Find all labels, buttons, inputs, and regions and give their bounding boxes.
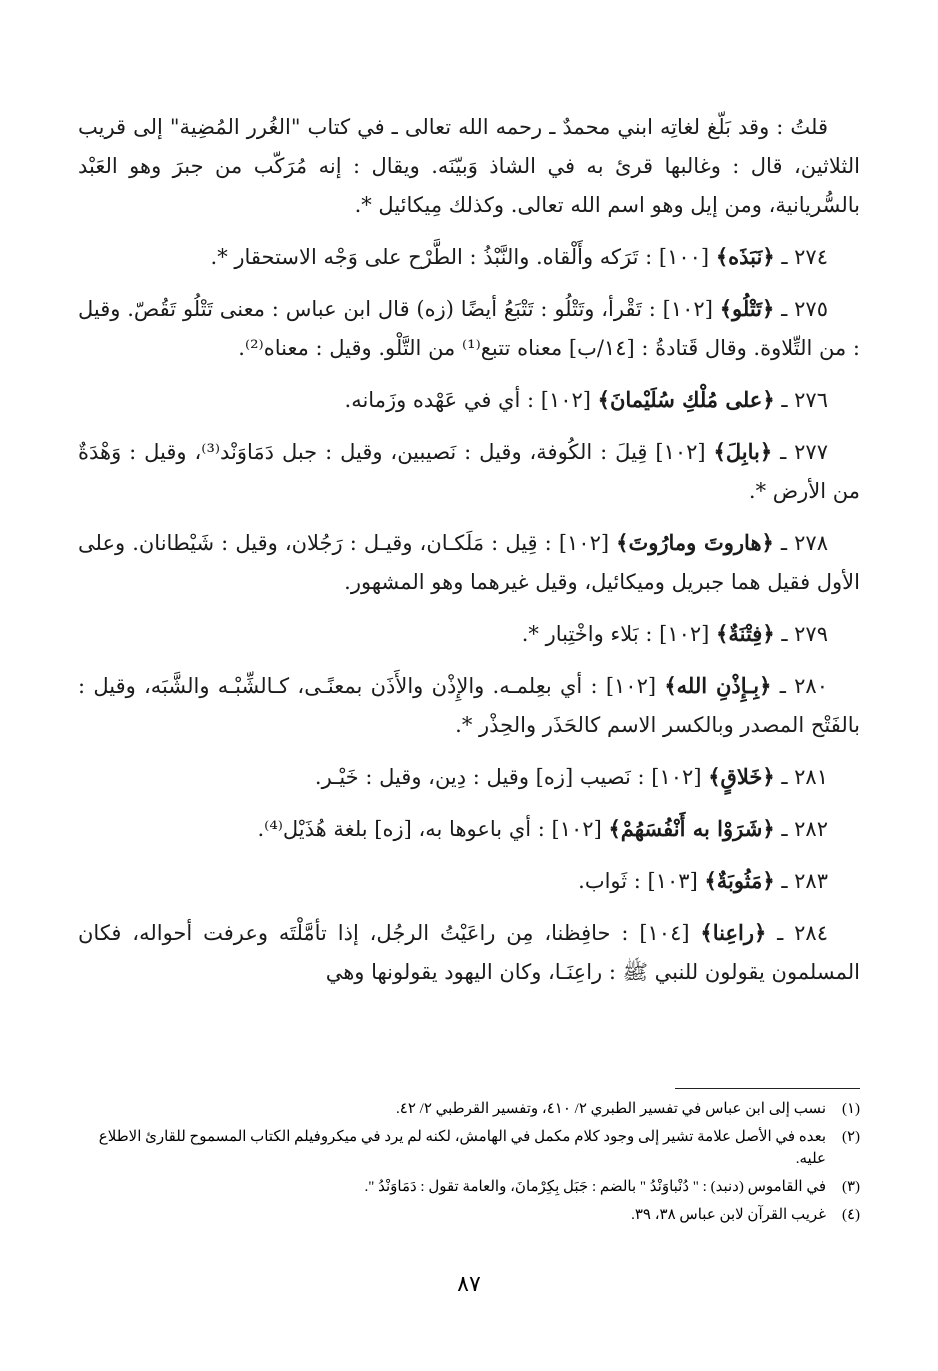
entry-number: ٢٧٤ ـ [781, 245, 828, 269]
entry-text: [١٠٢] : أي بعِلمـه. والإِذْن والأَذَن بمعنًـى، كـالشِّبْـه والشَّبَه، وقيل : بالفَتْح المصدر وبالكسر الاسم كالحَذَر والحِذْر *. [78, 674, 860, 737]
entry-number: ٢٧٧ ـ [780, 440, 828, 464]
footnotes-section [78, 1098, 860, 1232]
entry-text: [١٠٢] : بَلاء واخْتِبار *. [521, 622, 710, 646]
entry-term: ﴿مَثُوبَةٌ﴾ [704, 868, 775, 893]
entry-text: [١٠٢] : تَقْرأ، وتَتْلُو : تَتْبَعُ أيضًا (زه) قال ابن عباس : معنى تَتْلُو تَقُصّ. وقيل : من التِّلاوة. وقال قَتادةُ : [١٤/ب] معناه تتبع⁽¹⁾ من التَّلْو. وقيل : معناه⁽²⁾. [78, 297, 860, 360]
entry-number: ٢٧٥ ـ [781, 297, 828, 321]
entry-term: ﴿خَلاقٍ﴾ [708, 764, 775, 789]
entry-number: ٢٧٨ ـ [780, 531, 828, 555]
entry-number: ٢٨٢ ـ [781, 817, 828, 841]
entry-term: ﴿تَتْلُو﴾ [719, 296, 775, 321]
entry-277 [78, 432, 860, 511]
entry-text: [١٠٣] : ثَواب. [578, 869, 698, 893]
entry-274 [78, 237, 860, 277]
entry-284 [78, 913, 860, 992]
entry-term: ﴿هاروتَ ومارُوتَ﴾ [616, 530, 774, 555]
entry-276 [78, 380, 860, 420]
entry-278 [78, 523, 860, 602]
footnote [78, 1126, 860, 1170]
entry-term: ﴿بِـإِذْنِ الله﴾ [664, 673, 772, 698]
entry-text: [١٠٢] قِيلَ : الكُوفة، وقيل : نَصيبين، وقيل : جبل دَمَاوَنْد⁽³⁾، وقيل : وَهْدَةٌ من الأرض *. [78, 440, 860, 503]
entry-number: ٢٨١ ـ [781, 765, 828, 789]
entry-text: [١٠٢] : قِيل : مَلَكـان، وقيـل : رَجُلان، وقيل : شَيْطانان. وعلى الأول فقيل هما جبريل وميكائيل، وقيل غيرهما وهو المشهور. [78, 531, 860, 594]
footnote-number: (٣) [841, 1179, 860, 1195]
entry-term: ﴿نَبَذَه﴾ [715, 244, 775, 269]
entry-text: [١٠٤] : حافِظنا، مِن راعَيْتُ الرجُل، إذا تأمَّلْتَه وعرفت أحواله، فكان المسلمون يقولون للنبي ﷺ : راعِنَـا، وكان اليهود يقولونها وهي [78, 921, 860, 984]
entry-text: [١٠٢] : نَصيب [زه] وقيل : دِين، وقيل : خَيْـر. [314, 765, 702, 789]
entry-number: ٢٨٤ ـ [777, 921, 828, 945]
footnote-text: بعده في الأصل علامة تشير إلى وجود كلام مكمل في الهامش، لكنه لم يرد في ميكروفيلم الكتاب المسموح للقارئ الاطلاع عليه. [98, 1129, 826, 1167]
entry-text: [١٠٢] : أي في عَهْده وزَمانه. [344, 388, 591, 412]
entry-term: ﴿على مُلْكِ سُلَيْمانَ﴾ [597, 387, 775, 412]
entry-number: ٢٧٩ ـ [781, 622, 828, 646]
entry-number: ٢٨٣ ـ [781, 869, 828, 893]
entry-282 [78, 809, 860, 849]
entry-279 [78, 614, 860, 654]
footnote-text: غريب القرآن لابن عباس ٣٨، ٣٩. [631, 1207, 826, 1223]
entry-number: ٢٧٦ ـ [781, 388, 828, 412]
footnote-number: (٢) [841, 1129, 860, 1145]
footnote [78, 1176, 860, 1198]
footnote-number: (٤) [841, 1207, 860, 1223]
footnote-number: (١) [841, 1101, 860, 1117]
page-number: ٨٧ [457, 1272, 481, 1297]
entry-281 [78, 757, 860, 797]
entry-text: [١٠٢] : أي باعوها به، [زه] بلغة هُذَيْل⁽⁴⁾. [257, 817, 602, 841]
footnote-text: في القاموس (دنبد) : " دُنْباوَنْدُ " بالضم : جَبَل بِكِرْمانَ، والعامة تقول : دَمَاوَنْدُ ". [364, 1179, 826, 1195]
intro-paragraph: قلتُ : وقد بَلّغ لغاتِه ابني محمدٌ ـ رحمه الله تعالى ـ في كتاب "الغُرر المُضِية" إلى قريب الثلاثين، قال : وغالبها قرئ به في الشاذ وَبيّنَه. ويقال : إنه مُرَكّب من جبرَ وهو العَبْد بالسُّريانية، ومن إيل وهو اسم الله تعالى. وكذلك مِيكائيل *. [78, 115, 860, 217]
footnote-divider [675, 1088, 860, 1089]
entry-275 [78, 289, 860, 368]
entry-term: ﴿بابِلَ﴾ [713, 439, 773, 464]
entry-text: [١٠٠] : تَرَكه وأَلْقاه. والنَّبْذُ : الطَّرْح على وَجْه الاستحقار *. [210, 245, 710, 269]
entry-term: ﴿شَرَوْا به أَنْفُسَهُمْ﴾ [608, 816, 775, 841]
entry-280 [78, 666, 860, 745]
entry-term: ﴿فِتْنَةٌ﴾ [716, 621, 775, 646]
entry-number: ٢٨٠ ـ [779, 674, 828, 698]
footnote-text: نسب إلى ابن عباس في تفسير الطبري ٢/ ٤١٠، وتفسير القرطبي ٢/ ٤٢. [396, 1101, 826, 1117]
entry-283 [78, 861, 860, 901]
entry-term: ﴿راعِنا﴾ [700, 920, 767, 945]
footnote [78, 1204, 860, 1226]
footnote [78, 1098, 860, 1120]
